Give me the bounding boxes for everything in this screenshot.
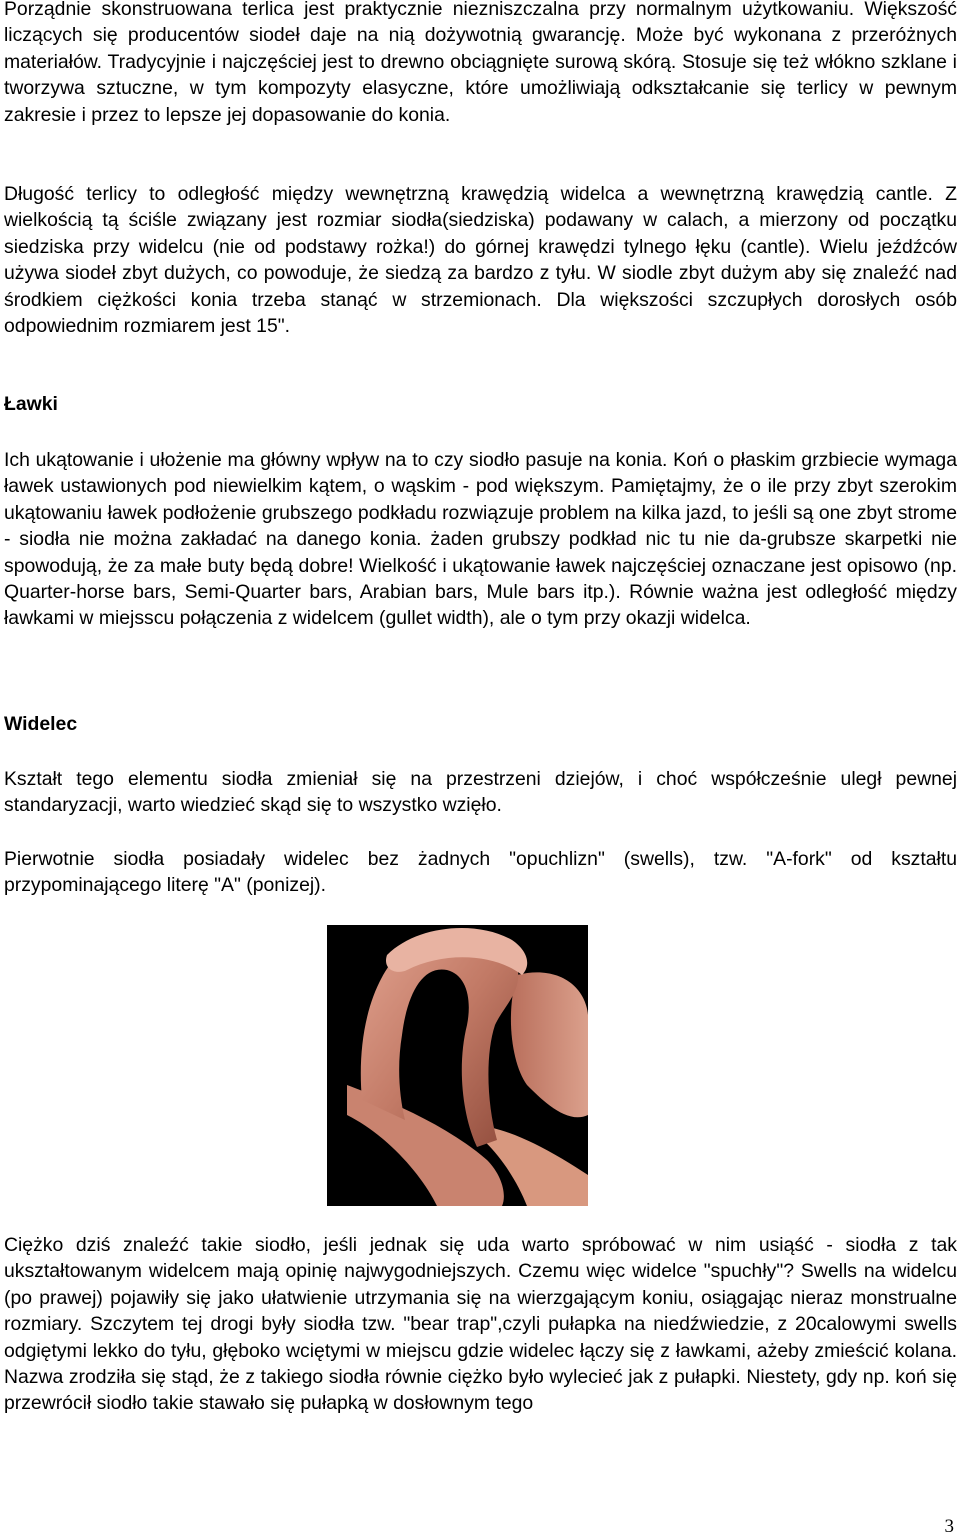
paragraph-tree-length: Długość terlicy to odległość między wewnętrzną krawędzią widelca a wewnętrzną krawędzią cantle. Z wielkością tą ściśle związany jest rozmiar siodła(siedziska) podawany w calach, a mierzony od początku siedziska przy widelcu (nie od podstawy rożka!) do górnej krawędzi tylnego łęku (cantle). Wielu jeźdźców używa siodeł zbyt dużych, co powoduje, że siedzą za bardzo z tyłu. W siodle zbyt dużym aby się znaleźć nad środkiem ciężkości konia trzeba stanąć w strzemionach. Dla większości szczupłych dorosłych osób odpowiednim rozmiarem jest 15". [4,183,957,338]
heading-lawki: Ławki [4,393,58,415]
a-fork-saddle-tree-image [327,925,588,1206]
paragraph-a-fork: Pierwotnie siodła posiadały widelec bez żadnych "opuchlizn" (swells), tzw. "A-fork" od kształtu przypominającego literę "A" (ponizej). [4,848,957,897]
page-number: 3 [944,1516,954,1537]
paragraph-fork-history: Kształt tego elementu siodła zmieniał się na przestrzeni dziejów, i choć współcześnie uległ pewnej standaryzacji, warto wiedzieć skąd się to wszystko wzięło. [4,768,957,817]
paragraph-swells: Ciężko dziś znaleźć takie siodło, jeśli jednak się uda warto spróbować w nim usiąść - siodła z tak ukształtowanym widelcem mają opinię najwygodniejszych. Czemu więc widelce "spuchły"? Swells na widelcu (po prawej) pojawiły się jako ułatwienie utrzymania się na wierzgającym koniu, osiągając nieraz monstrualne rozmiary. Szczytem tej drogi były siodła tzw. "bear trap",czyli pułapka na niedźwiedzie, z 20calowymi swells odgiętymi lekko do tyłu, głęboko wciętymi w miejscu gdzie widelec łączy się z ławkami, ażeby zmieścić kolana. Nazwa zrodziła się stąd, że z takiego siodła równie ciężko było wylecieć jak z pułapki. Niestety, gdy np. koń się przewrócił siodło takie stawało się pułapką w dosłownym tego [4,1234,957,1415]
a-fork-illustration [327,925,588,1206]
heading-widelec: Widelec [4,713,78,735]
paragraph-bars: Ich ukątowanie i ułożenie ma główny wpływ na to czy siodło pasuje na konia. Koń o płaskim grzbiecie wymaga ławek ustawionych pod niewielkim kątem, o wąskim - pod większym. Pamiętajmy, że o ile przy zbyt szerokim ukątowaniu ławek podłożenie grubszego podkładu rozwiązuje problem na kilka jazd, to jeśli są one zbyt strome - siodła nie można zakładać na danego konia. żaden grubszy podkład nic tu nie da-grubsze skarpetki nie spowodują, że za małe buty będą dobre! Wielkość i ukątowanie ławek najczęściej oznaczane jest opisowo (np. Quarter-horse bars, Semi-Quarter bars, Arabian bars, Mule bars itp.). Równie ważna jest odległość między ławkami w miejsscu połączenia z widelcem (gullet width), ale o tym przy okazji widelca. [4,449,957,630]
paragraph-tree-materials: Porządnie skonstruowana terlica jest praktycznie niezniszczalna przy normalnym użytkowaniu. Większość liczących się producentów siodeł daje na nią dożywotnią gwarancję. Może być wykonana z przeróżnych materiałów. Tradycyjnie i najczęściej jest to drewno obciągnięte surową skórą. Stosuje się też włókno szklane i tworzywa sztuczne, w tym kompozyty elasyczne, które umożliwiają odkształcanie się terlicy w pewnym zakresie i przez to lepsze jej dopasowanie do konia. [4,0,957,126]
